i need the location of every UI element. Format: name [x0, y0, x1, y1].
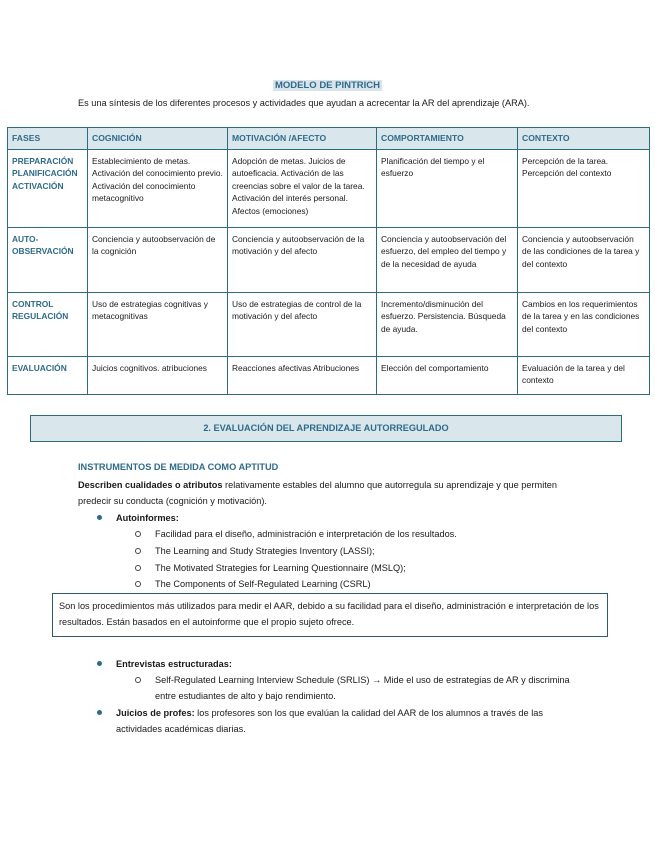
bullet-autoinformes — [116, 510, 179, 526]
table-cell: Uso de estrategias cognitivas y metacognitivas — [88, 292, 228, 356]
subheading: INSTRUMENTOS DE MEDIDA COMO APTITUD — [78, 462, 279, 472]
header-contexto: CONTEXTO — [518, 128, 650, 150]
table-cell: Adopción de metas. Juicios de autoeficacia. Activación de las creencias sobre el valor de la tarea. Activación del interés personal. Afectos (emociones) — [228, 149, 377, 227]
table-cell: Planificación del tiempo y el esfuerzo — [377, 149, 518, 227]
table-cell: Uso de estrategias de control de la motivación y del afecto — [228, 292, 377, 356]
bullet-entrevistas — [116, 656, 232, 672]
table-row — [8, 149, 650, 227]
table-row — [8, 292, 650, 356]
circle-bullet-icon — [135, 531, 141, 537]
pintrich-table — [7, 127, 650, 395]
table-cell: Conciencia y autoobservación del esfuerzo, del empleo del tiempo y de la necesidad de ayuda — [377, 227, 518, 292]
table-cell: Conciencia y autoobservación de las condiciones de la tarea y del contexto — [518, 227, 650, 292]
table-cell: Conciencia y autoobservación de la cognición — [88, 227, 228, 292]
header-comportamiento: COMPORTAMIENTO — [377, 128, 518, 150]
sub-bullet-item: The Components of Self-Regulated Learning (CSRL) — [155, 579, 371, 589]
table-row — [8, 356, 650, 394]
section-heading: 2. EVALUACIÓN DEL APRENDIZAJE AUTORREGULADO — [30, 415, 622, 442]
bullet-dot-icon — [97, 515, 102, 520]
description-paragraph — [78, 477, 588, 509]
sub-bullet-item: Self-Regulated Learning Interview Schedule (SRLIS) → Mide el uso de estrategias de AR y discrimina entre estudiantes de alto y bajo rendimiento. — [155, 675, 570, 701]
circle-bullet-icon — [135, 677, 141, 683]
description-rest: relativamente estables del alumno que autorregula su aprendizaje y que permiten predecir su conducta (cognición y motivación). — [78, 480, 558, 506]
table-row — [8, 227, 650, 292]
header-fases: FASES — [8, 128, 88, 150]
intro-paragraph: Es una síntesis de los diferentes procesos y actividades que ayudan a acrecentar la AR del aprendizaje (ARA). — [78, 98, 530, 108]
circle-bullet-icon — [135, 581, 141, 587]
phase-cell: CONTROL REGULACIÓN — [8, 292, 88, 356]
sub-bullet-item: The Learning and Study Strategies Inventory (LASSI); — [155, 546, 375, 556]
table-cell: Percepción de la tarea. Percepción del contexto — [518, 149, 650, 227]
title-text: MODELO DE PINTRICH — [274, 80, 381, 91]
phase-cell: EVALUACIÓN — [8, 356, 88, 394]
phase-cell: AUTO-OBSERVACIÓN — [8, 227, 88, 292]
table-cell: Juicios cognitivos. atribuciones — [88, 356, 228, 394]
circle-bullet-icon — [135, 548, 141, 554]
circle-bullet-icon — [135, 565, 141, 571]
bullet-label: Autoinformes: — [116, 513, 179, 523]
bullet-juicios — [116, 705, 586, 737]
sub-bullet-item: Facilidad para el diseño, administración e interpretación de los resultados. — [155, 529, 457, 539]
bullet-label: Juicios de profes: — [116, 708, 195, 718]
table-cell: Reacciones afectivas Atribuciones — [228, 356, 377, 394]
table-cell: Conciencia y autoobservación de la motivación y del afecto — [228, 227, 377, 292]
phase-cell: PREPARACIÓN PLANIFICACIÓN ACTIVACIÓN — [8, 149, 88, 227]
table-header-row — [8, 128, 650, 150]
table-cell: Incremento/disminución del esfuerzo. Persistencia. Búsqueda de ayuda. — [377, 292, 518, 356]
document-title — [0, 80, 655, 91]
bullet-dot-icon — [97, 661, 102, 666]
table-cell: Evaluación de la tarea y del contexto — [518, 356, 650, 394]
bullet-text: los profesores son los que evalúan la calidad del AAR de los alumnos a través de las actividades académicas diarias. — [116, 708, 543, 734]
sub-bullet-item: The Motivated Strategies for Learning Questionnaire (MSLQ); — [155, 563, 406, 573]
table-cell: Establecimiento de metas. Activación del conocimiento previo. Activación del conocimiento metacognitivo — [88, 149, 228, 227]
table-cell: Cambios en los requerimientos de la tarea y en las condiciones del contexto — [518, 292, 650, 356]
header-cognicion: COGNICIÓN — [88, 128, 228, 150]
bullet-dot-icon — [97, 710, 102, 715]
description-bold: Describen cualidades o atributos — [78, 480, 223, 490]
bullet-label: Entrevistas estructuradas: — [116, 659, 232, 669]
note-box: Son los procedimientos más utilizados para medir el AAR, debido a su facilidad para el diseño, administración e interpretación de los resultados. Están basados en el autoinforme que el propio sujeto ofrece. — [52, 593, 608, 637]
table-cell: Elección del comportamiento — [377, 356, 518, 394]
header-motivacion: MOTIVACIÓN /AFECTO — [228, 128, 377, 150]
